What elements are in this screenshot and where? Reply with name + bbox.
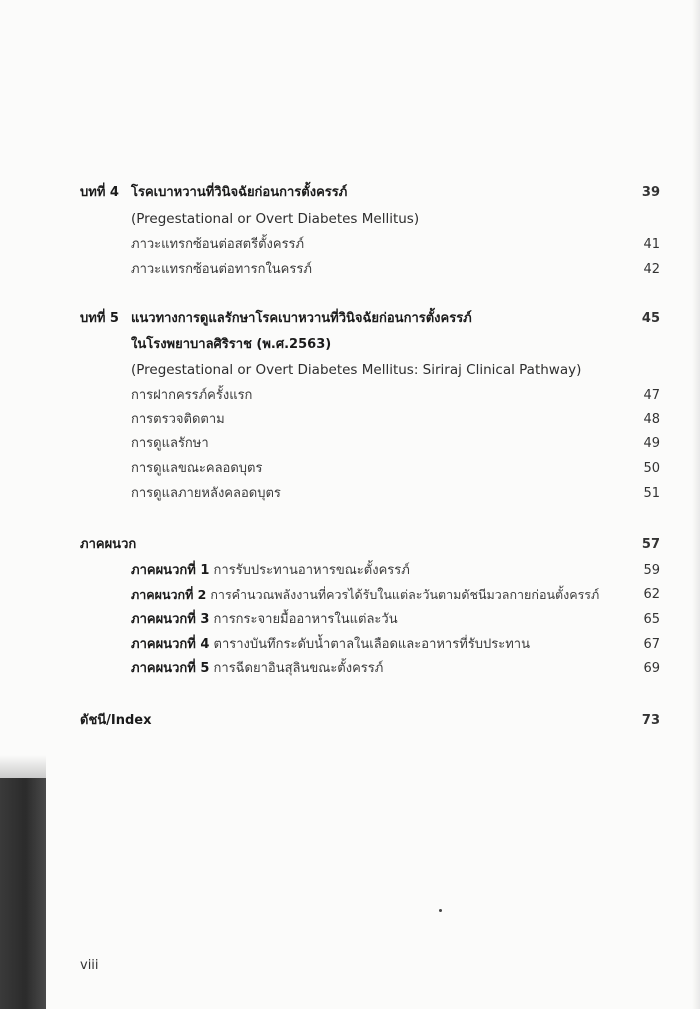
toc-index[interactable] (0, 709, 700, 733)
toc-chapter-4-english (0, 207, 700, 231)
binding-spine (0, 778, 46, 1009)
page-number: 73 (641, 713, 660, 728)
index-title: ดัชนี/Index (80, 713, 152, 728)
appendix-item-label: ภาคผนวกที่ 5 (131, 661, 210, 676)
stray-mark (439, 909, 442, 912)
page-number: 41 (643, 237, 660, 252)
toc-chapter-5-english (0, 358, 700, 382)
chapter-title-continued: ในโรงพยาบาลศิริราช (พ.ศ.2563) (131, 337, 332, 352)
appendix-item-title: ตารางบันทึกระดับน้ำตาลในเลือดและอาหารที่รับประทาน (213, 637, 530, 652)
toc-appendix-item[interactable] (0, 583, 700, 607)
toc-item[interactable] (0, 258, 700, 282)
appendix-item (131, 633, 530, 657)
page-number: 62 (643, 587, 660, 602)
appendix-item-title: การฉีดยาอินสุลินขณะตั้งครรภ์ (213, 661, 384, 676)
toc-item[interactable] (0, 482, 700, 506)
appendix-item (131, 583, 599, 607)
toc-item[interactable] (0, 233, 700, 257)
page-number: 49 (643, 436, 660, 451)
toc-item-title: การตรวจติดตาม (131, 412, 225, 427)
appendix-item (131, 608, 398, 632)
binding-edge-shadow (0, 755, 46, 779)
page-number: 51 (643, 486, 660, 501)
page-number: 65 (643, 612, 660, 627)
toc-item-title: ภาวะแทรกซ้อนต่อทารกในครรภ์ (131, 262, 312, 277)
appendix-item (131, 559, 410, 583)
page-number: 39 (641, 185, 660, 200)
toc-appendix-item[interactable] (0, 633, 700, 657)
page-number: 45 (641, 311, 660, 326)
page-number: 59 (643, 563, 660, 578)
appendix-item-label: ภาคผนวกที่ 4 (131, 637, 210, 652)
page-number: 48 (643, 412, 660, 427)
appendix-item-title: การกระจายมื้ออาหารในแต่ละวัน (213, 612, 398, 627)
appendix-item-title: การคำนวณพลังงานที่ควรได้รับในแต่ละวันตามดัชนีมวลกายก่อนตั้งครรภ์ (210, 587, 600, 602)
toc-item-title: การดูแลขณะคลอดบุตร (131, 461, 263, 476)
toc-chapter-4[interactable] (0, 181, 700, 205)
appendix-item-title: การรับประทานอาหารขณะตั้งครรภ์ (213, 563, 410, 578)
page-number: 57 (641, 537, 660, 552)
chapter-title: โรคเบาหวานที่วินิจฉัยก่อนการตั้งครรภ์ (131, 185, 348, 200)
appendix-title: ภาคผนวก (80, 537, 137, 552)
toc-item[interactable] (0, 457, 700, 481)
appendix-item-label: ภาคผนวกที่ 2 (131, 587, 207, 602)
chapter-label: บทที่ 5 (80, 311, 119, 326)
toc-appendix-item[interactable] (0, 657, 700, 681)
toc-chapter-5-title-line-2 (0, 333, 700, 357)
toc-appendix-item[interactable] (0, 608, 700, 632)
page-number: 42 (643, 262, 660, 277)
footer-page-number: viii (80, 958, 99, 973)
toc-item-title: การดูแลภายหลังคลอดบุตร (131, 486, 281, 501)
toc-appendix-item[interactable] (0, 559, 700, 583)
toc-item[interactable] (0, 408, 700, 432)
page-number: 47 (643, 388, 660, 403)
toc-item-title: ภาวะแทรกซ้อนต่อสตรีตั้งครรภ์ (131, 237, 305, 252)
toc-item-title: การฝากครรภ์ครั้งแรก (131, 388, 253, 403)
chapter-title: แนวทางการดูแลรักษาโรคเบาหวานที่วินิจฉัยก่อนการตั้งครรภ์ (131, 311, 472, 326)
toc-chapter-5[interactable] (0, 307, 700, 331)
toc-item[interactable] (0, 432, 700, 456)
page-number: 50 (643, 461, 660, 476)
appendix-item (131, 657, 383, 681)
page-number: 69 (643, 661, 660, 676)
chapter-label: บทที่ 4 (80, 185, 119, 200)
chapter-english-title: (Pregestational or Overt Diabetes Mellitus: Siriraj Clinical Pathway) (131, 362, 582, 378)
appendix-item-label: ภาคผนวกที่ 1 (131, 563, 210, 578)
page-number: 67 (643, 637, 660, 652)
toc-appendix[interactable] (0, 533, 700, 557)
toc-item[interactable] (0, 384, 700, 408)
toc-item-title: การดูแลรักษา (131, 436, 209, 451)
appendix-item-label: ภาคผนวกที่ 3 (131, 612, 210, 627)
chapter-english-title: (Pregestational or Overt Diabetes Mellitus) (131, 211, 420, 227)
